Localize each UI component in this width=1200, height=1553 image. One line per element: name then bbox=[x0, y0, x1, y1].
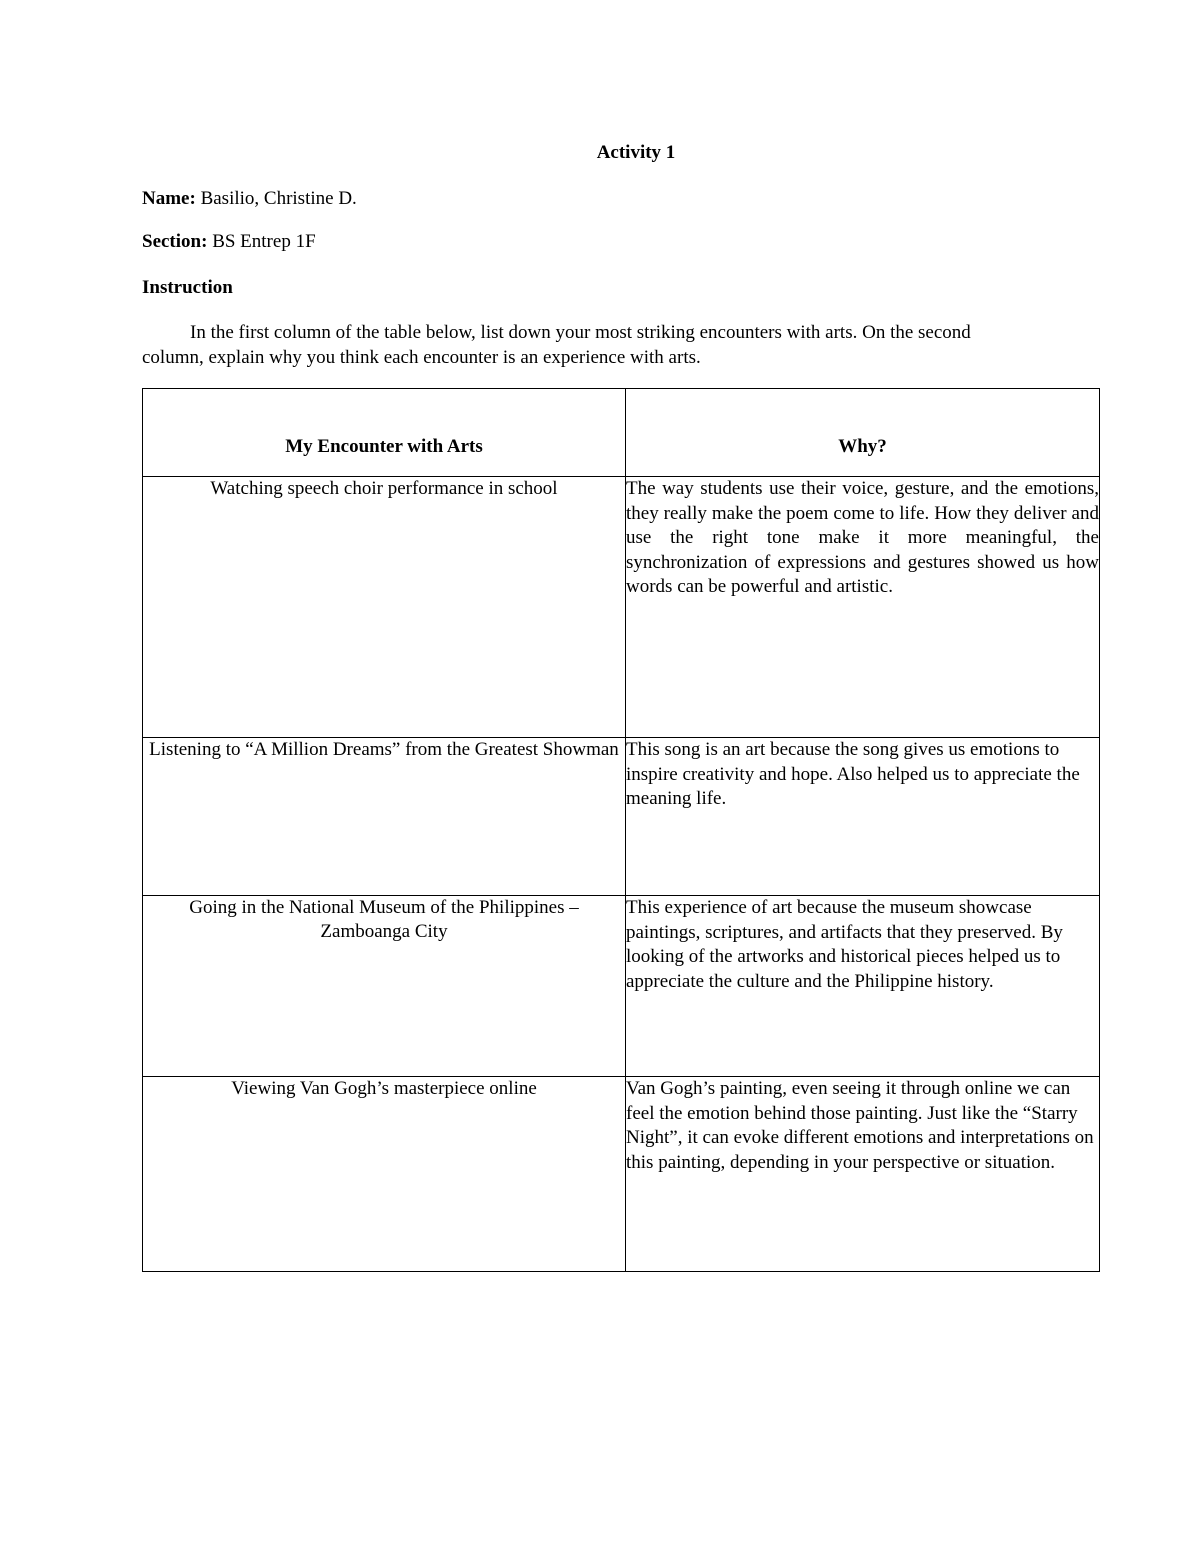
header-why: Why? bbox=[626, 389, 1100, 477]
table-row bbox=[143, 1077, 1100, 1272]
instruction-heading: Instruction bbox=[142, 277, 233, 298]
table-row bbox=[143, 738, 1100, 896]
document-title: Activity 1 bbox=[596, 142, 676, 163]
section-value: BS Entrep 1F bbox=[212, 231, 316, 252]
why-cell: This experience of art because the museum showcase paintings, scriptures, and artifacts that they preserved. By looking of the artworks and historical pieces helped us to appreciate the culture and the Philippine history. bbox=[626, 896, 1100, 1077]
why-cell: The way students use their voice, gesture, and the emotions, they really make the poem come to life. How they deliver and use the right tone make it more meaningful, the synchronization of expressions and gestures showed us how words can be powerful and artistic. bbox=[626, 477, 1100, 738]
name-value: Basilio, Christine D. bbox=[200, 188, 357, 209]
section-label: Section: bbox=[142, 231, 208, 252]
table-row bbox=[143, 896, 1100, 1077]
encounter-cell: Going in the National Museum of the Philippines – Zamboanga City bbox=[143, 896, 626, 1077]
name-label: Name: bbox=[142, 188, 196, 209]
why-cell: Van Gogh’s painting, even seeing it through online we can feel the emotion behind those painting. Just like the “Starry Night”, it can evoke different emotions and interpretations on this painting, depending in your perspective or situation. bbox=[626, 1077, 1100, 1272]
section-line bbox=[142, 231, 316, 253]
table-row bbox=[143, 477, 1100, 738]
header-encounter: My Encounter with Arts bbox=[143, 389, 626, 477]
why-cell: This song is an art because the song gives us emotions to inspire creativity and hope. Also helped us to appreciate the meaning life. bbox=[626, 738, 1100, 896]
encounter-cell: Watching speech choir performance in school bbox=[143, 477, 626, 738]
table-header-row bbox=[143, 389, 1100, 477]
name-line bbox=[142, 188, 357, 210]
instruction-text: In the first column of the table below, list down your most striking encounters with arts. On the second column, explain why you think each encounter is an experience with arts. bbox=[142, 322, 971, 368]
encounter-cell: Viewing Van Gogh’s masterpiece online bbox=[143, 1077, 626, 1272]
encounter-cell: Listening to “A Million Dreams” from the Greatest Showman bbox=[143, 738, 626, 896]
encounters-table bbox=[142, 388, 1100, 1272]
